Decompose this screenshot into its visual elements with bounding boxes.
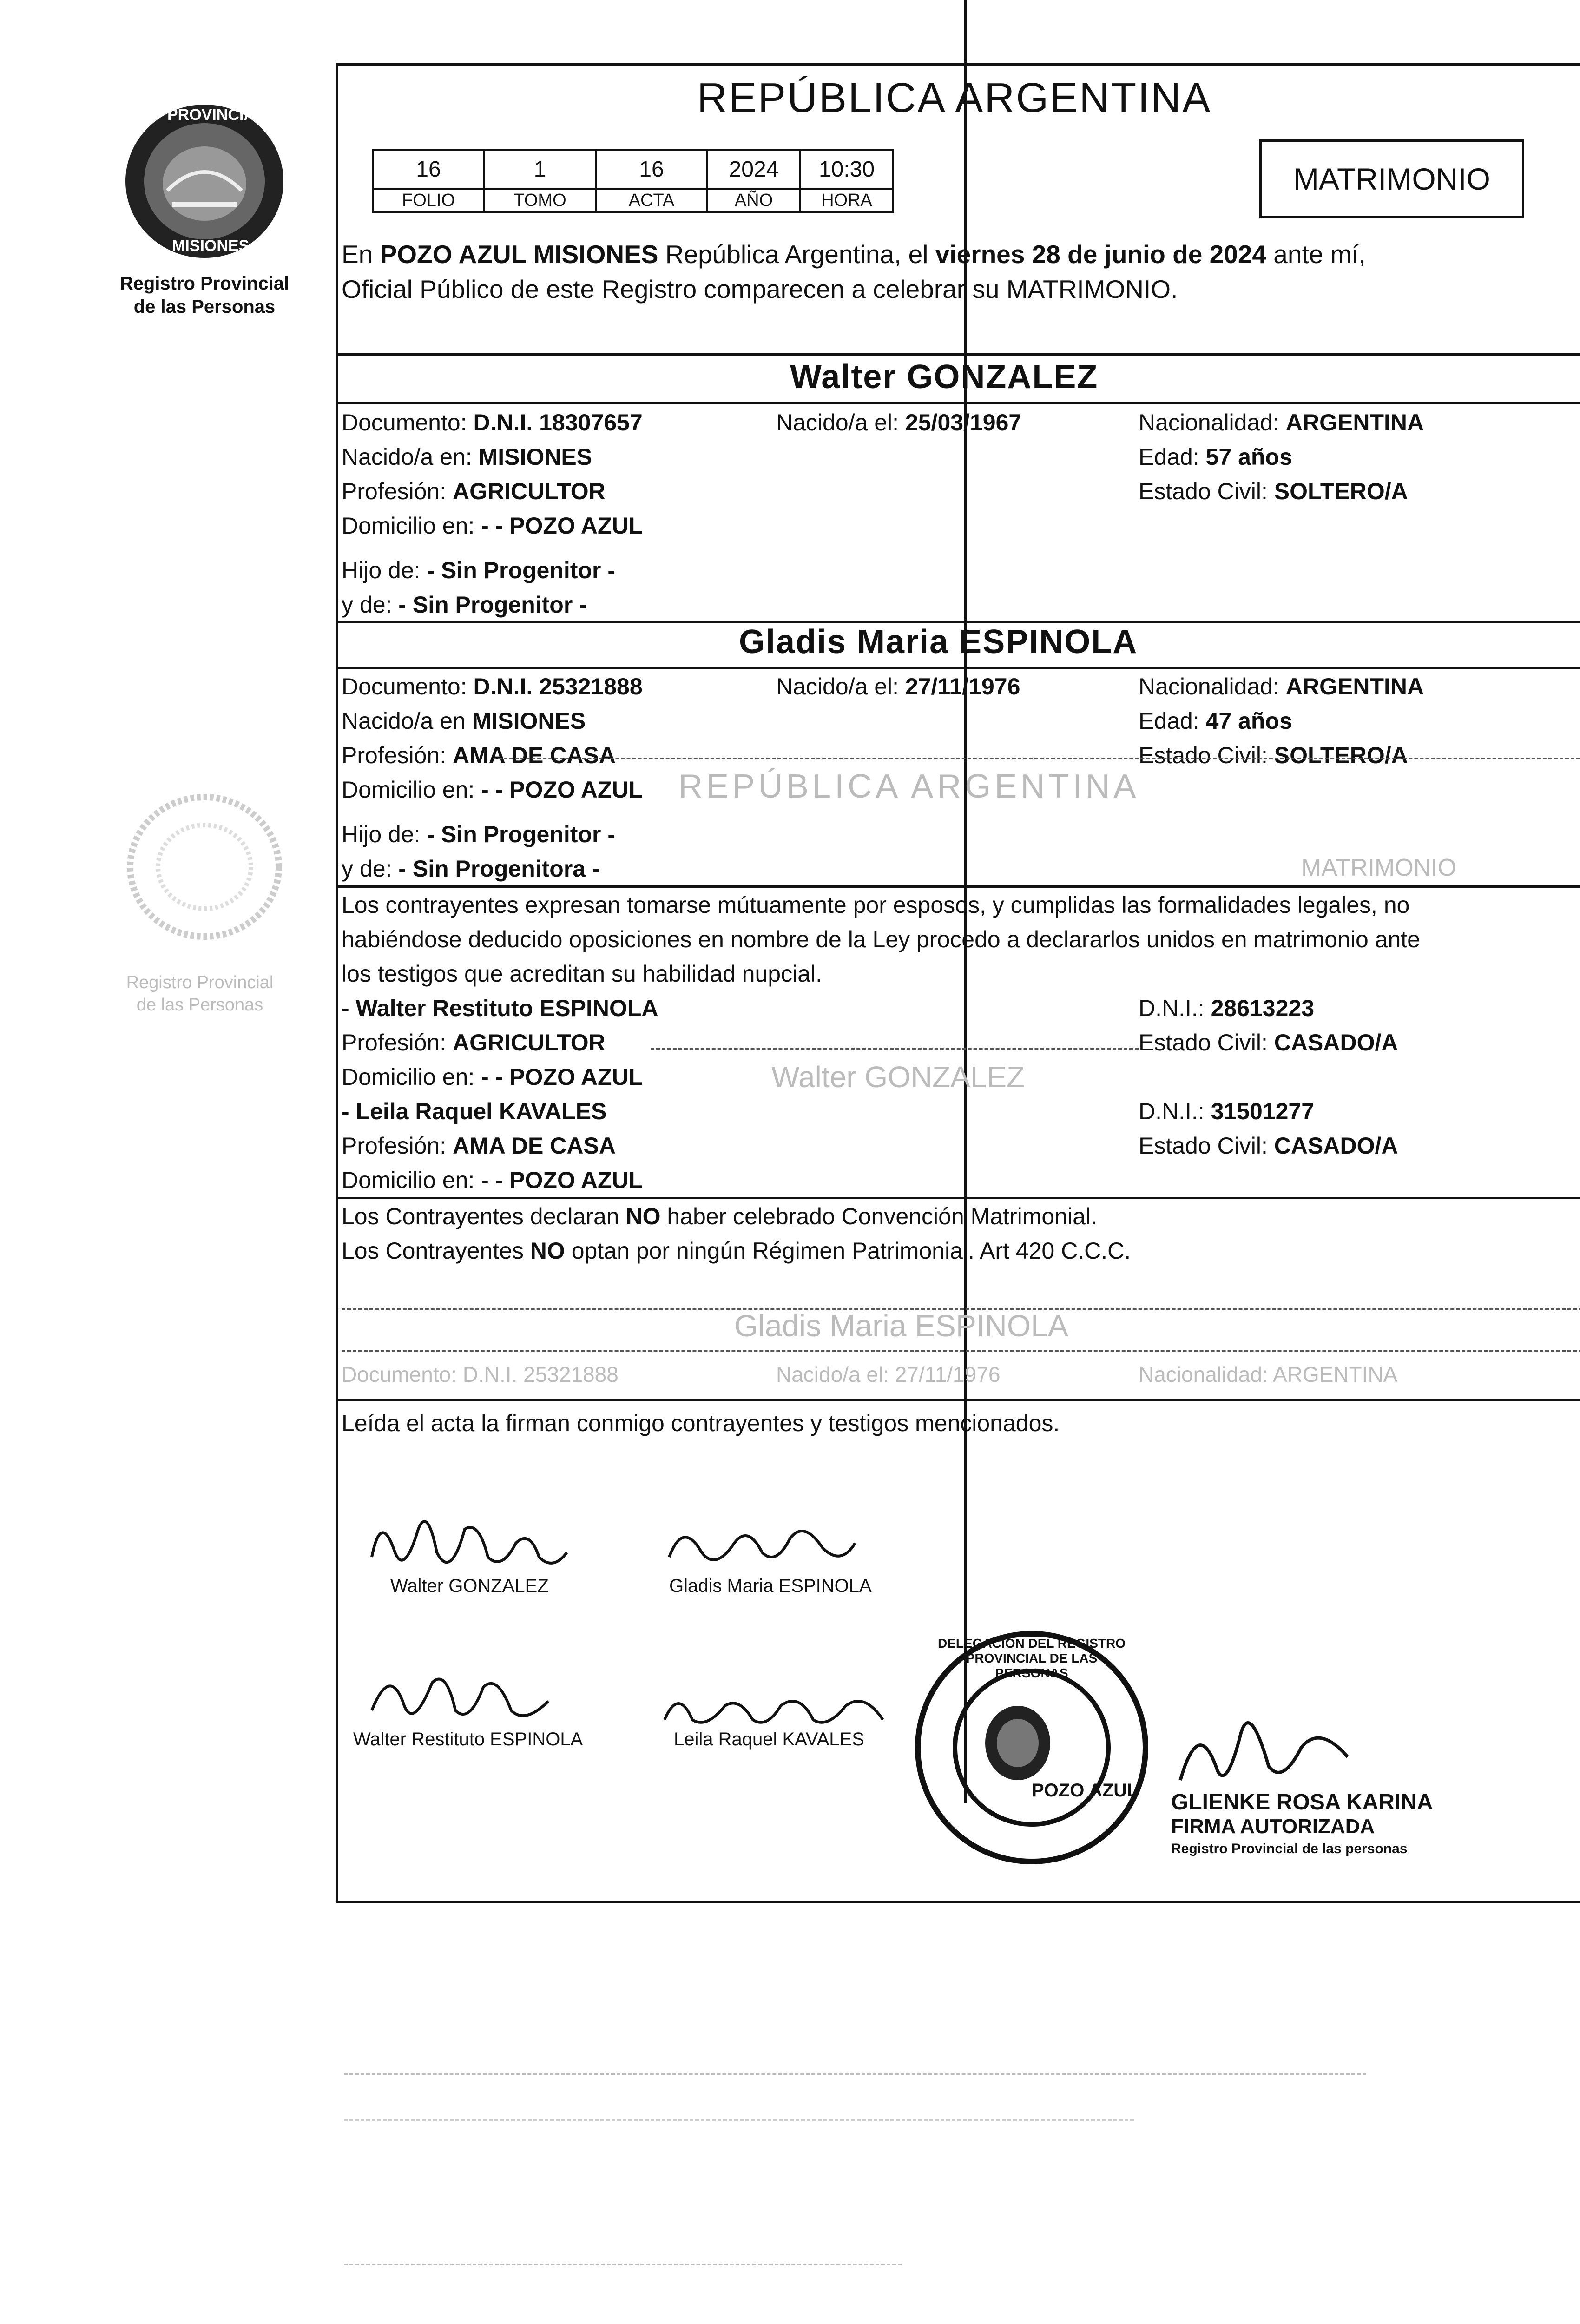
registry-label bbox=[98, 272, 311, 318]
folio-value: 16 bbox=[373, 150, 484, 189]
value: - - POZO AZUL bbox=[481, 777, 643, 803]
spouse1-civil-status bbox=[1139, 474, 1408, 508]
value: AGRICULTOR bbox=[453, 478, 606, 504]
acta-label: ACTA bbox=[596, 189, 707, 212]
value: MISIONES bbox=[478, 444, 592, 470]
witness1-name: - Walter Restituto ESPINOLA bbox=[342, 995, 658, 1021]
signature-2-label: Gladis Maria ESPINOLA bbox=[669, 1576, 872, 1596]
value: AGRICULTOR bbox=[453, 1030, 606, 1056]
value: - - POZO AZUL bbox=[481, 513, 643, 539]
logo-top-text: PROVINCIA bbox=[167, 106, 255, 124]
label: Nacido/a el: bbox=[776, 673, 905, 700]
label: Hijo de: bbox=[342, 557, 427, 583]
value: - Sin Progenitor - bbox=[398, 592, 587, 618]
label: Documento: bbox=[342, 409, 474, 436]
value: MISIONES bbox=[472, 708, 586, 734]
value: 57 años bbox=[1205, 444, 1292, 470]
value: CASADO/A bbox=[1274, 1133, 1398, 1159]
dotted-rule-e bbox=[344, 2073, 1366, 2075]
ghost-spouse2-name: Gladis Maria ESPINOLA bbox=[734, 1308, 1068, 1343]
label: Estado Civil: bbox=[1139, 742, 1274, 768]
regime-line2 bbox=[342, 1234, 1131, 1268]
official-stamp-line1: GLIENKE ROSA KARINA bbox=[1171, 1790, 1433, 1815]
faded-logo bbox=[121, 790, 288, 944]
spouse1-born-in bbox=[342, 440, 592, 474]
spouse1-father bbox=[342, 553, 615, 588]
year-label: AÑO bbox=[707, 189, 800, 212]
spouse2-birth-date bbox=[776, 669, 1020, 704]
doc-type-label: MATRIMONIO bbox=[1293, 162, 1491, 196]
label: Estado Civil: bbox=[1139, 1133, 1274, 1159]
spouse1-mother bbox=[342, 588, 587, 622]
seal-center-text: POZO AZUL bbox=[1032, 1780, 1139, 1801]
intro-date: viernes 28 de junio de 2024 bbox=[935, 240, 1267, 269]
text: haber celebrado Convención Matrimonial. bbox=[660, 1203, 1097, 1229]
value: 31501277 bbox=[1211, 1098, 1315, 1124]
label: Profesión: bbox=[342, 1030, 453, 1056]
intro-suffix: ante mí, bbox=[1266, 240, 1366, 269]
label: Nacido/a el: bbox=[776, 409, 905, 436]
spouse1-profession bbox=[342, 474, 606, 508]
value: AMA DE CASA bbox=[453, 742, 616, 768]
value: SOLTERO/A bbox=[1274, 742, 1408, 768]
label: Domicilio en: bbox=[342, 513, 481, 539]
spouse2-born-in bbox=[342, 704, 586, 738]
label: Edad: bbox=[1139, 708, 1206, 734]
spouse1-age bbox=[1139, 440, 1292, 474]
witness1-civil-status bbox=[1139, 1025, 1398, 1060]
registry-seal bbox=[911, 1627, 1152, 1868]
registry-table bbox=[372, 149, 894, 213]
label: Edad: bbox=[1139, 444, 1206, 470]
bold: NO bbox=[530, 1238, 565, 1264]
value: D.N.I. 18307657 bbox=[473, 409, 643, 436]
declaration-line2: habiéndose deducido oposiciones en nombre de la Ley procedo a declararlos unidos en matrimonio ante bbox=[342, 926, 1420, 952]
witness2-profession bbox=[342, 1129, 616, 1163]
country-title: REPÚBLICA ARGENTINA bbox=[697, 75, 1212, 121]
value: - Sin Progenitor - bbox=[427, 557, 615, 583]
label: Nacionalidad: bbox=[1139, 673, 1286, 700]
label: Profesión: bbox=[342, 1133, 453, 1159]
ghost-doc-type: MATRIMONIO bbox=[1301, 854, 1457, 881]
doc-type-box bbox=[1259, 139, 1524, 218]
signature-4-scribble bbox=[660, 1683, 902, 1734]
registry-label-line1: Registro Provincial bbox=[119, 273, 290, 294]
ghost-nationality: Nacionalidad: ARGENTINA bbox=[1139, 1362, 1398, 1386]
official-stamp-line3: Registro Provincial de las personas bbox=[1171, 1841, 1408, 1856]
spouse2-address bbox=[342, 772, 643, 807]
witness2-address bbox=[342, 1163, 643, 1197]
label: Nacido/a en: bbox=[342, 444, 479, 470]
divider-8 bbox=[336, 1901, 1580, 1903]
spouse2-nationality bbox=[1139, 669, 1424, 704]
label: Domicilio en: bbox=[342, 1064, 481, 1090]
province-seal-logo bbox=[116, 98, 293, 265]
intro-place: POZO AZUL MISIONES bbox=[380, 240, 658, 269]
spouse2-civil-status bbox=[1139, 738, 1408, 772]
witness2-name: - Leila Raquel KAVALES bbox=[342, 1098, 607, 1124]
ghost-spouse1-name: Walter GONZALEZ bbox=[771, 1060, 1025, 1094]
spouse1-name: Walter GONZALEZ bbox=[790, 358, 1099, 396]
value: 47 años bbox=[1205, 708, 1292, 734]
ghost-birth-date: Nacido/a el: 27/11/1976 bbox=[776, 1362, 1001, 1386]
text: Los Contrayentes bbox=[342, 1238, 530, 1264]
declaration-line3: los testigos que acreditan su habilidad nupcial. bbox=[342, 961, 823, 987]
faded-registry-label-line1: Registro Provincial bbox=[126, 973, 274, 992]
divider-1 bbox=[336, 353, 1580, 356]
value: ARGENTINA bbox=[1285, 409, 1424, 436]
value: D.N.I. 25321888 bbox=[473, 673, 643, 700]
label: y de: bbox=[342, 592, 399, 618]
value: AMA DE CASA bbox=[453, 1133, 616, 1159]
text: Los Contrayentes declaran bbox=[342, 1203, 626, 1229]
spouse1-document bbox=[342, 405, 643, 440]
closing-text: Leída el acta la firman conmigo contrayentes y testigos mencionados. bbox=[342, 1410, 1060, 1436]
spouse2-age bbox=[1139, 704, 1292, 738]
value: 27/11/1976 bbox=[905, 673, 1020, 700]
official-stamp bbox=[1171, 1789, 1450, 1857]
value: CASADO/A bbox=[1274, 1030, 1398, 1056]
value: - - POZO AZUL bbox=[481, 1064, 643, 1090]
text: optan por ningún Régimen Patrimonial. Art 420 C.C.C. bbox=[565, 1238, 1131, 1264]
label: Estado Civil: bbox=[1139, 478, 1274, 504]
dotted-rule-f bbox=[344, 2119, 1134, 2121]
divider-7 bbox=[336, 1399, 1580, 1401]
spouse2-document bbox=[342, 669, 643, 704]
witness1-dni bbox=[1139, 991, 1314, 1025]
folio-label: FOLIO bbox=[373, 189, 484, 212]
tomo-label: TOMO bbox=[484, 189, 596, 212]
label: y de: bbox=[342, 856, 399, 882]
time-label: HORA bbox=[800, 189, 893, 212]
ghost-document: Documento: D.N.I. 25321888 bbox=[342, 1362, 619, 1386]
logo-bottom-text: MISIONES bbox=[172, 237, 250, 255]
value: - Sin Progenitor - bbox=[427, 821, 615, 847]
intro-prefix: En bbox=[342, 240, 380, 269]
label: Domicilio en: bbox=[342, 1167, 481, 1193]
label: Documento: bbox=[342, 673, 474, 700]
regime-line1 bbox=[342, 1199, 1097, 1234]
tomo-value: 1 bbox=[484, 150, 596, 189]
signature-3-label: Walter Restituto ESPINOLA bbox=[353, 1729, 583, 1750]
signature-3-scribble bbox=[362, 1659, 558, 1734]
bold: NO bbox=[625, 1203, 661, 1229]
witness2-dni bbox=[1139, 1094, 1314, 1129]
declaration-line1: Los contrayentes expresan tomarse mútuamente por esposos, y cumplidas las formalidades legales, no bbox=[342, 892, 1410, 918]
value: - - POZO AZUL bbox=[481, 1167, 643, 1193]
label: Domicilio en: bbox=[342, 777, 481, 803]
label: Nacionalidad: bbox=[1139, 409, 1286, 436]
ghost-country: REPÚBLICA ARGENTINA bbox=[678, 768, 1140, 805]
divider-2 bbox=[336, 402, 1580, 404]
witness1-address bbox=[342, 1060, 643, 1094]
registry-label-line2: de las Personas bbox=[133, 297, 276, 317]
label: Profesión: bbox=[342, 742, 453, 768]
intro-line2: Oficial Público de este Registro comparecen a celebrar su MATRIMONIO. bbox=[342, 275, 1178, 304]
spouse2-mother bbox=[342, 852, 600, 886]
dotted-rule-g bbox=[344, 2264, 902, 2265]
intro-line1 bbox=[342, 237, 1366, 271]
faded-registry-label bbox=[93, 971, 307, 1016]
signature-1-label: Walter GONZALEZ bbox=[390, 1576, 549, 1596]
spouse2-name: Gladis Maria ESPINOLA bbox=[739, 623, 1138, 660]
label: Nacido/a en bbox=[342, 708, 472, 734]
spouse1-birth-date bbox=[776, 405, 1021, 440]
spouse2-father bbox=[342, 817, 615, 852]
signature-2-scribble bbox=[665, 1511, 860, 1576]
signature-1-scribble bbox=[362, 1501, 576, 1585]
official-stamp-line2: FIRMA AUTORIZADA bbox=[1171, 1815, 1375, 1838]
signature-4-label: Leila Raquel KAVALES bbox=[674, 1729, 864, 1750]
spouse1-nationality bbox=[1139, 405, 1424, 440]
label: Hijo de: bbox=[342, 821, 427, 847]
dotted-rule-a bbox=[493, 758, 1580, 759]
official-signature-scribble bbox=[1162, 1697, 1357, 1794]
label: Estado Civil: bbox=[1139, 1030, 1274, 1056]
value: SOLTERO/A bbox=[1274, 478, 1408, 504]
spouse1-address bbox=[342, 508, 643, 543]
year-value: 2024 bbox=[707, 150, 800, 189]
label: D.N.I.: bbox=[1139, 995, 1211, 1021]
witness2-civil-status bbox=[1139, 1129, 1398, 1163]
time-value: 10:30 bbox=[800, 150, 893, 189]
acta-value: 16 bbox=[596, 150, 707, 189]
value: ARGENTINA bbox=[1285, 673, 1424, 700]
dotted-rule-d bbox=[342, 1350, 1580, 1352]
dotted-rule-b bbox=[651, 1048, 1139, 1050]
spouse2-profession bbox=[342, 738, 616, 772]
faded-registry-label-line2: de las Personas bbox=[136, 995, 263, 1015]
label: D.N.I.: bbox=[1139, 1098, 1211, 1124]
seal-ring-text: DELEGACION DEL REGISTRO PROVINCIAL DE LAS PERSONAS bbox=[938, 1636, 1126, 1680]
witness1-profession bbox=[342, 1025, 606, 1060]
intro-mid: República Argentina, el bbox=[658, 240, 935, 269]
label: Profesión: bbox=[342, 478, 453, 504]
value: 25/03/1967 bbox=[905, 409, 1022, 436]
value: - Sin Progenitora - bbox=[398, 856, 600, 882]
value: 28613223 bbox=[1211, 995, 1315, 1021]
